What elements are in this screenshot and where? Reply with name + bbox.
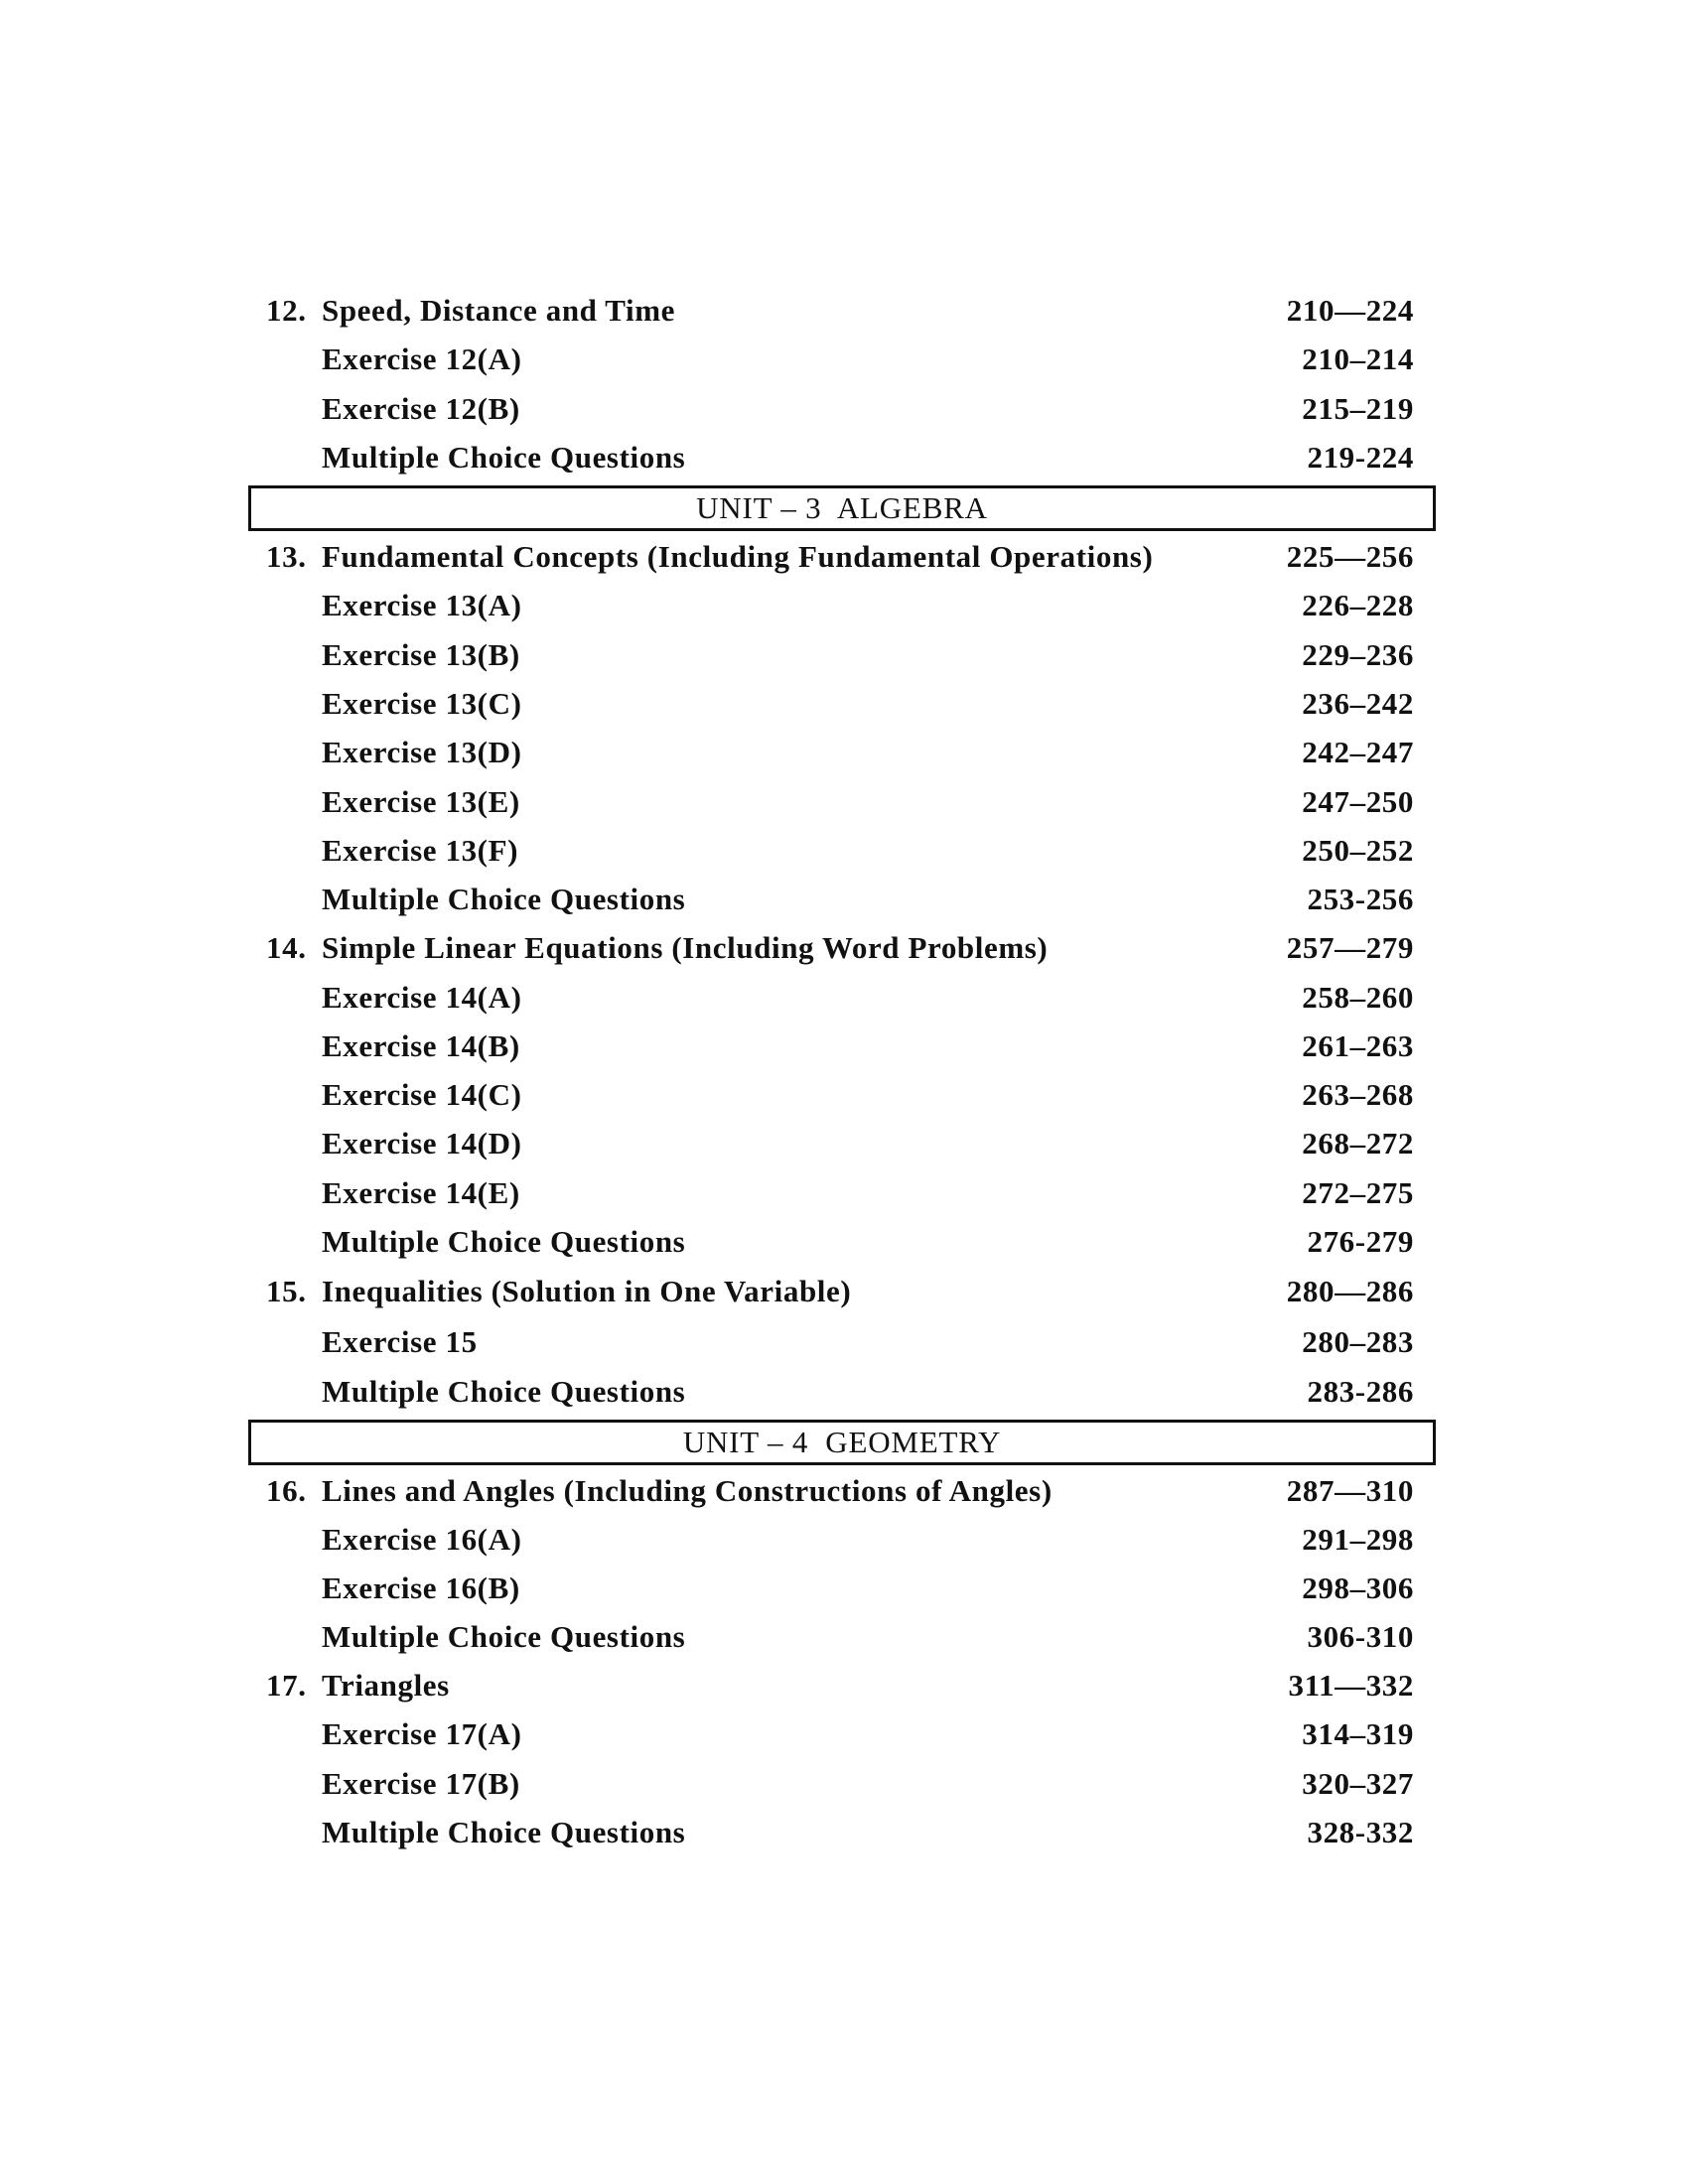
page-range: 280–283	[1302, 1324, 1414, 1359]
chapter-title: Fundamental Concepts (Including Fundamental Operations)	[322, 539, 1154, 574]
chapter-number: 15.	[266, 1274, 307, 1308]
page-range: 328-332	[1307, 1815, 1414, 1849]
entry-title: Exercise 16(A)	[322, 1522, 522, 1557]
entry-title: Exercise 16(B)	[322, 1570, 520, 1605]
exercise-row	[266, 1119, 1414, 1168]
exercise-row	[266, 1367, 1414, 1417]
entry-title: Multiple Choice Questions	[322, 1374, 686, 1409]
exercise-row	[266, 1759, 1414, 1809]
chapter-row	[266, 1661, 1414, 1710]
exercise-row	[266, 1709, 1414, 1759]
page-range: 261–263	[1302, 1028, 1414, 1063]
entry-title: Multiple Choice Questions	[322, 440, 686, 475]
entry-title: Exercise 13(E)	[322, 784, 520, 819]
exercise-row	[266, 630, 1414, 680]
entry-title: Multiple Choice Questions	[322, 1619, 686, 1654]
page-range: 314–319	[1302, 1716, 1414, 1751]
page-range: 283-286	[1307, 1374, 1414, 1409]
page-range: 229–236	[1302, 637, 1414, 672]
chapter-number: 14.	[266, 930, 307, 965]
page-range: 210—224	[1286, 293, 1414, 328]
chapter-title: Inequalities (Solution in One Variable)	[322, 1274, 852, 1308]
chapter-number: 16.	[266, 1473, 307, 1508]
chapter-title: Triangles	[322, 1668, 450, 1703]
chapter-number: 13.	[266, 539, 307, 574]
page-range: 215–219	[1302, 391, 1414, 426]
exercise-row	[266, 581, 1414, 630]
page-range: 298–306	[1302, 1570, 1414, 1605]
entry-title: Exercise 13(B)	[322, 637, 520, 672]
chapter-title: Lines and Angles (Including Constructions of Angles)	[322, 1473, 1053, 1508]
chapter-number: 17.	[266, 1668, 307, 1703]
exercise-row	[266, 1612, 1414, 1662]
exercise-row	[266, 433, 1414, 482]
entry-title: Multiple Choice Questions	[322, 1815, 686, 1849]
chapter-row	[266, 286, 1414, 336]
exercise-row	[266, 1317, 1414, 1367]
entry-title: Exercise 12(B)	[322, 391, 520, 426]
page-range: 280—286	[1286, 1274, 1414, 1308]
entry-title: Exercise 17(B)	[322, 1766, 520, 1801]
exercise-row	[266, 973, 1414, 1023]
entry-title: Exercise 14(B)	[322, 1028, 520, 1063]
exercise-row	[266, 1022, 1414, 1071]
page-range: 291–298	[1302, 1522, 1414, 1557]
page-range: 258–260	[1302, 980, 1414, 1015]
chapter-title: Speed, Distance and Time	[322, 293, 676, 328]
entry-title: Exercise 15	[322, 1324, 478, 1359]
exercise-row	[266, 777, 1414, 827]
unit-heading: UNIT – 4 GEOMETRY	[248, 1420, 1436, 1465]
exercise-row	[266, 679, 1414, 729]
chapter-number: 12.	[266, 293, 307, 328]
page-range: 263–268	[1302, 1077, 1414, 1112]
chapter-row	[266, 1267, 1414, 1316]
page-range: 219-224	[1307, 440, 1414, 475]
exercise-row	[266, 728, 1414, 777]
entry-title: Exercise 14(D)	[322, 1126, 522, 1160]
entry-title: Exercise 14(A)	[322, 980, 522, 1015]
entry-title: Exercise 17(A)	[322, 1716, 522, 1751]
page-range: 311—332	[1288, 1668, 1414, 1703]
entry-title: Exercise 14(C)	[322, 1077, 522, 1112]
chapter-row	[266, 1466, 1414, 1516]
page-range: 250–252	[1302, 833, 1414, 868]
page-range: 210–214	[1302, 341, 1414, 376]
page-range: 226–228	[1302, 588, 1414, 622]
exercise-row	[266, 1217, 1414, 1267]
unit-heading: UNIT – 3 ALGEBRA	[248, 485, 1436, 531]
exercise-row	[266, 1168, 1414, 1218]
page-range: 272–275	[1302, 1175, 1414, 1210]
page-range: 320–327	[1302, 1766, 1414, 1801]
exercise-row	[266, 384, 1414, 434]
page-range: 247–250	[1302, 784, 1414, 819]
exercise-row	[266, 335, 1414, 384]
entry-title: Exercise 13(C)	[322, 686, 522, 721]
exercise-row	[266, 1070, 1414, 1120]
page-range: 242–247	[1302, 735, 1414, 769]
exercise-row	[266, 1808, 1414, 1857]
exercise-row	[266, 826, 1414, 876]
chapter-row	[266, 532, 1414, 582]
page-range: 253-256	[1307, 882, 1414, 916]
page-range: 236–242	[1302, 686, 1414, 721]
exercise-row	[266, 1515, 1414, 1565]
exercise-row	[266, 1564, 1414, 1613]
entry-title: Exercise 13(F)	[322, 833, 519, 868]
page-range: 257—279	[1286, 930, 1414, 965]
entry-title: Exercise 14(E)	[322, 1175, 520, 1210]
chapter-title: Simple Linear Equations (Including Word Problems)	[322, 930, 1049, 965]
page-range: 225—256	[1286, 539, 1414, 574]
chapter-row	[266, 923, 1414, 973]
entry-title: Exercise 12(A)	[322, 341, 522, 376]
page-range: 268–272	[1302, 1126, 1414, 1160]
entry-title: Exercise 13(A)	[322, 588, 522, 622]
entry-title: Multiple Choice Questions	[322, 1224, 686, 1259]
page-range: 287—310	[1286, 1473, 1414, 1508]
exercise-row	[266, 875, 1414, 924]
entry-title: Multiple Choice Questions	[322, 882, 686, 916]
page-range: 306-310	[1307, 1619, 1414, 1654]
entry-title: Exercise 13(D)	[322, 735, 522, 769]
page-range: 276-279	[1307, 1224, 1414, 1259]
